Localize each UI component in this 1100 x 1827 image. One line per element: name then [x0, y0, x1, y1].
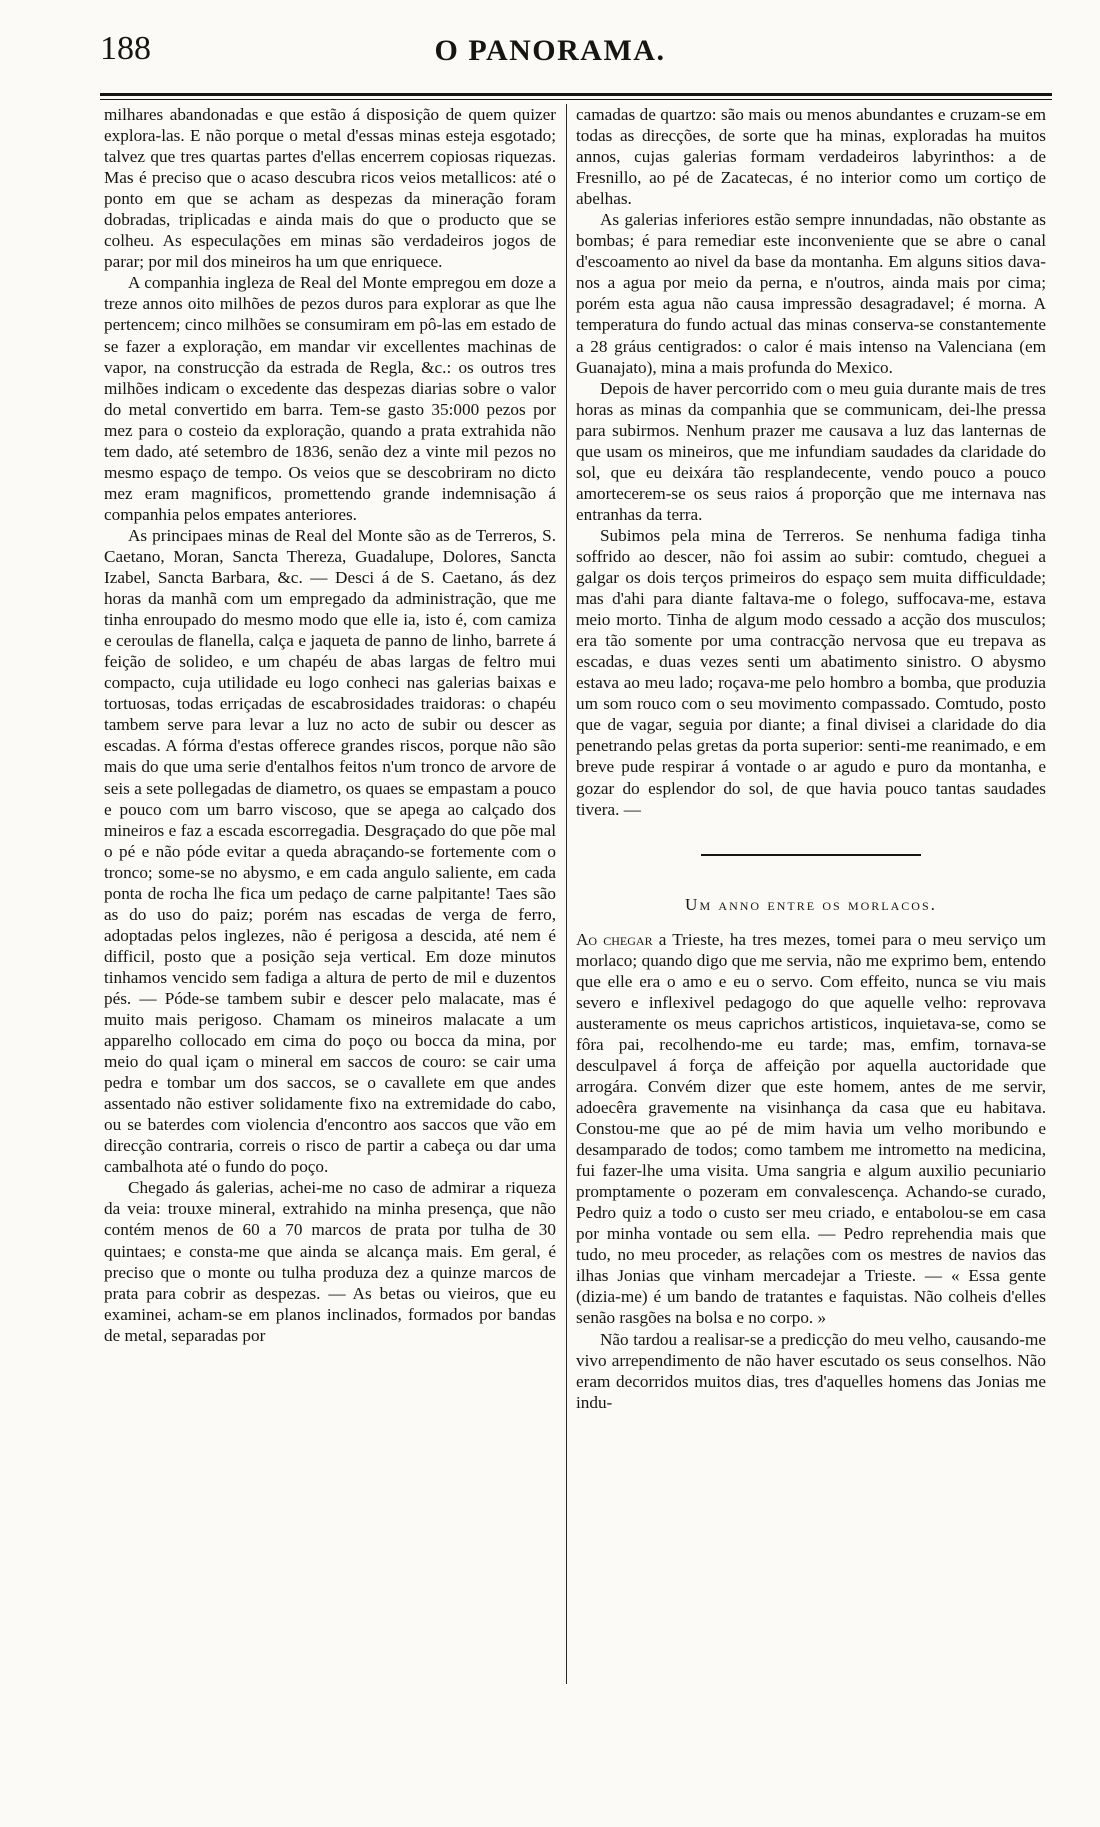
paragraph: Subimos pela mina de Terreros. Se nenhuma fadiga tinha soffrido ao descer, não foi assim ao subir: comtudo, cheguei a galgar os dois terços primeiros do espaço sem muita difficuldade; mas d'ahi para diante faltava-me o folego, suffocava-me, estava meio morto. Tinha de algum modo cessado a acção dos musculos; era tão somente por uma contracção nervosa que eu trepava as escadas, e duas vezes senti um abatimento sinistro. O abysmo estava ao meu lado; roçava-me pelo hombro a bomba, que produzia um som rouco com o seu movimento compassado. Comtudo, posto que de vagar, seguia por diante; a final divisei a claridade do dia penetrando pelas gretas da porta superior: senti-me reanimado, e em breve pude respirar á vontade o ar agudo e puro da montanha, e gozar do esplendor do sol, de que havia pouco tantas saudades tivera. — — [576, 525, 1046, 819]
article-title: Um anno entre os morlacos. — [685, 894, 937, 914]
paragraph: As principaes minas de Real del Monte são as de Terreros, S. Caetano, Moran, Sancta Thereza, Guadalupe, Dolores, Sancta Izabel, Sancta Barbara, &c. — Desci á de S. Caetano, ás dez horas da manhã com um empregado da administração, que me tinha enroupado do mesmo modo que elle ia, isto é, com camiza e ceroulas de flanella, calça e jaqueta de panno de linho, barrete á feição de solideo, e um chapéu de abas largas de feltro mui compacto, cuja utilidade eu logo conheci nas galerias baixas e tortuosas, todas erriçadas de escabrosidades traidoras: o chapéu tambem serve para levar a luz no acto de subir ou descer as escadas. A fórma d'estas offerece grandes riscos, porque não são mais do que uma serie d'entalhos feitos n'um tronco de arvore de seis a sete pollegadas de diametro, os quaes se empastam a pouco e pouco com um barro viscoso, que se apega ao calçado dos mineiros e faz a escada escorregadia. Desgraçado do que põe mal o pé e não póde evitar a queda abraçando-se fortemente com o tronco; some-se no abysmo, e em cada angulo saliente, em cada ponta de rocha lhe fica um pedaço de carne palpitante! Taes são as do uso do paiz; porém nas escadas de verga de ferro, adoptadas pelos inglezes, não é perigosa a descida, até nem é difficil, posto que a posição seja vertical. Em doze minutos tinhamos vencido sem fadiga a altura de perto de mil e duzentos pés. — Póde-se tambem subir e descer pelo malacate, mas é muito mais perigoso. Chamam os mineiros malacate a um apparelho collocado em cima do poço ou bocca da mina, por meio do qual içam o mineral em saccos de couro: se cair uma pedra e tombar um dos saccos, se o cavallete em que andes assentado não estiver solidamente fixo na extremidade do cabo, ou se baterdes com violencia d'encontro aos saccos que vão em direcção contraria, correis o risco de partir a cabeça ou dar uma cambalhota até o fundo do poço. — [104, 525, 556, 1177]
page-number: 188 — [100, 30, 151, 67]
paragraph: milhares abandonadas e que estão á disposição de quem quizer explora-las. E não porque o metal d'essas minas esteja esgotado; talvez que tres quartas partes d'ellas encerrem copiosas riquezas. Mas é preciso que o acaso descubra ricos veios metallicos: até o ponto em que se acham as despezas da mineração foram dobradas, triplicadas e ainda mais do que o producto que se colheu. As especulações em minas são verdadeiros jogos de parar; por mil dos mineiros ha um que enriquece. — [104, 105, 556, 272]
lead-small-caps: Ao chegar — [576, 929, 653, 949]
paragraph: Chegado ás galerias, achei-me no caso de admirar a riqueza da veia: trouxe mineral, extrahido na minha presença, que não contém menos de 60 a 70 marcos de prata por tulha de 30 quintaes; e consta-me que ainda se alcança mais. Em geral, é preciso que o monte ou tulha produza dez a quinze marcos de prata para cobrir as despezas. — As betas ou vieiros, que eu examinei, acham-se em planos inclinados, formados por bandas de metal, separadas por — [104, 1178, 556, 1345]
paragraph: A companhia ingleza de Real del Monte empregou em doze a treze annos oito milhões de pezos duros para explorar as que lhe pertencem; cinco milhões se consumiram em pô-las em estado de se fazer a exploração, em mandar vir excellentes machinas de vapor, na construcção da estrada de Regla, &c.: os outros tres milhões indicam o excedente das despezas diarias sobre o valor do metal convertido em barra. Tem-se gasto 35:000 pezos por mez para o costeio da exploração, quando a prata extrahida não tem dado, até setembro de 1836, senão dez a vinte mil pezos no mesmo espaço de tempo. Os veios que se descobriram no dicto mez eram magnificos, promettendo grande indemnisação á companhia pelos empates anteriores. — [104, 273, 556, 524]
section-separator — [701, 854, 921, 856]
right-column — [576, 104, 1046, 1413]
header-rule-thin — [100, 99, 1052, 100]
paragraph: camadas de quartzo: são mais ou menos abundantes e cruzam-se em todas as direcções, de sorte que ha minas, exploradas ha muitos annos, cujas galerias formam verdadeiros labyrinthos: a de Fresnillo, ao pé de Zacatecas, é no interior como um cortiço de abelhas. — [576, 105, 1046, 209]
paragraph: As galerias inferiores estão sempre innundadas, não obstante as bombas; é para remediar este inconveniente que se abre o canal d'escoamento ao nivel da base da montanha. Em alguns sitios dava-nos a agua por meio da perna, e n'outros, ainda mais por cima; porém esta agua não causa impressão desagradavel; é morna. A temperatura do fundo actual das minas conserva-se constantemente a 28 gráus centigrados: o calor é mais intenso na Valenciana (em Guanajato), mina a mais profunda do Mexico. — [576, 210, 1046, 377]
article-paragraph — [576, 929, 1046, 1329]
article-text: a Trieste, ha tres mezes, tomei para o meu serviço um morlaco; quando digo que me servia, não me exprimo bem, entendo que elle era o amo e eu o servo. Com effeito, nunca se viu mais severo e inflexivel pedagogo do que aquelle velho: reprovava austeramente os meus caprichos artisticos, inquietava-se, como se fôra pai, recolhendo-me eu tarde; mas, emfim, tornava-se desculpavel á força de affeição por aquella auctoridade que arrogára. Convém dizer que este homem, antes de me servir, adoecêra gravemente na visinhança da casa que eu habitava. Constou-me que ao pé de mim havia um velho moribundo e desamparado de todos; como tambem me intrometto na medicina, fui fazer-lhe uma visita. Uma sangria e algum auxilio pecuniario promptamente o pozeram em convalescença. Achando-se curado, Pedro quiz a todo o custo ser meu criado, e entabolou-se em casa por minha vontade ou sem ella. — Pedro reprehendia mais que tudo, no meu proceder, as relações com os mestres de navios das ilhas Jonias que vinham mercadejar a Trieste. — « Essa gente (dizia-me) é um bando de tratantes e faquistas. Não colheis d'elles senão rasgões na bolsa e no corpo. » — [576, 929, 1046, 1328]
article-paragraph: Não tardou a realisar-se a predicção do meu velho, causando-me vivo arrependimento de não haver escutado os seus conselhos. Não eram decorridos muitos dias, tres d'aquelles homens das Jonias me indu- — [576, 1329, 1046, 1412]
paragraph: Depois de haver percorrido com o meu guia durante mais de tres horas as minas da companhia que se communicam, dei-lhe pressa para subirmos. Nenhum prazer me causava a luz das lanternas de que usam os mineiros, que me infundiam saudades da claridade do sol, que eu deixára tão resplandecente, vendo pouco a pouco amortecerem-se os seus raios á proporção que me internava nas entranhas da terra. — [576, 378, 1046, 524]
column-rule — [566, 104, 567, 1684]
running-title: O PANORAMA. — [434, 34, 666, 67]
header-rule — [100, 93, 1052, 96]
left-column — [104, 104, 556, 1346]
